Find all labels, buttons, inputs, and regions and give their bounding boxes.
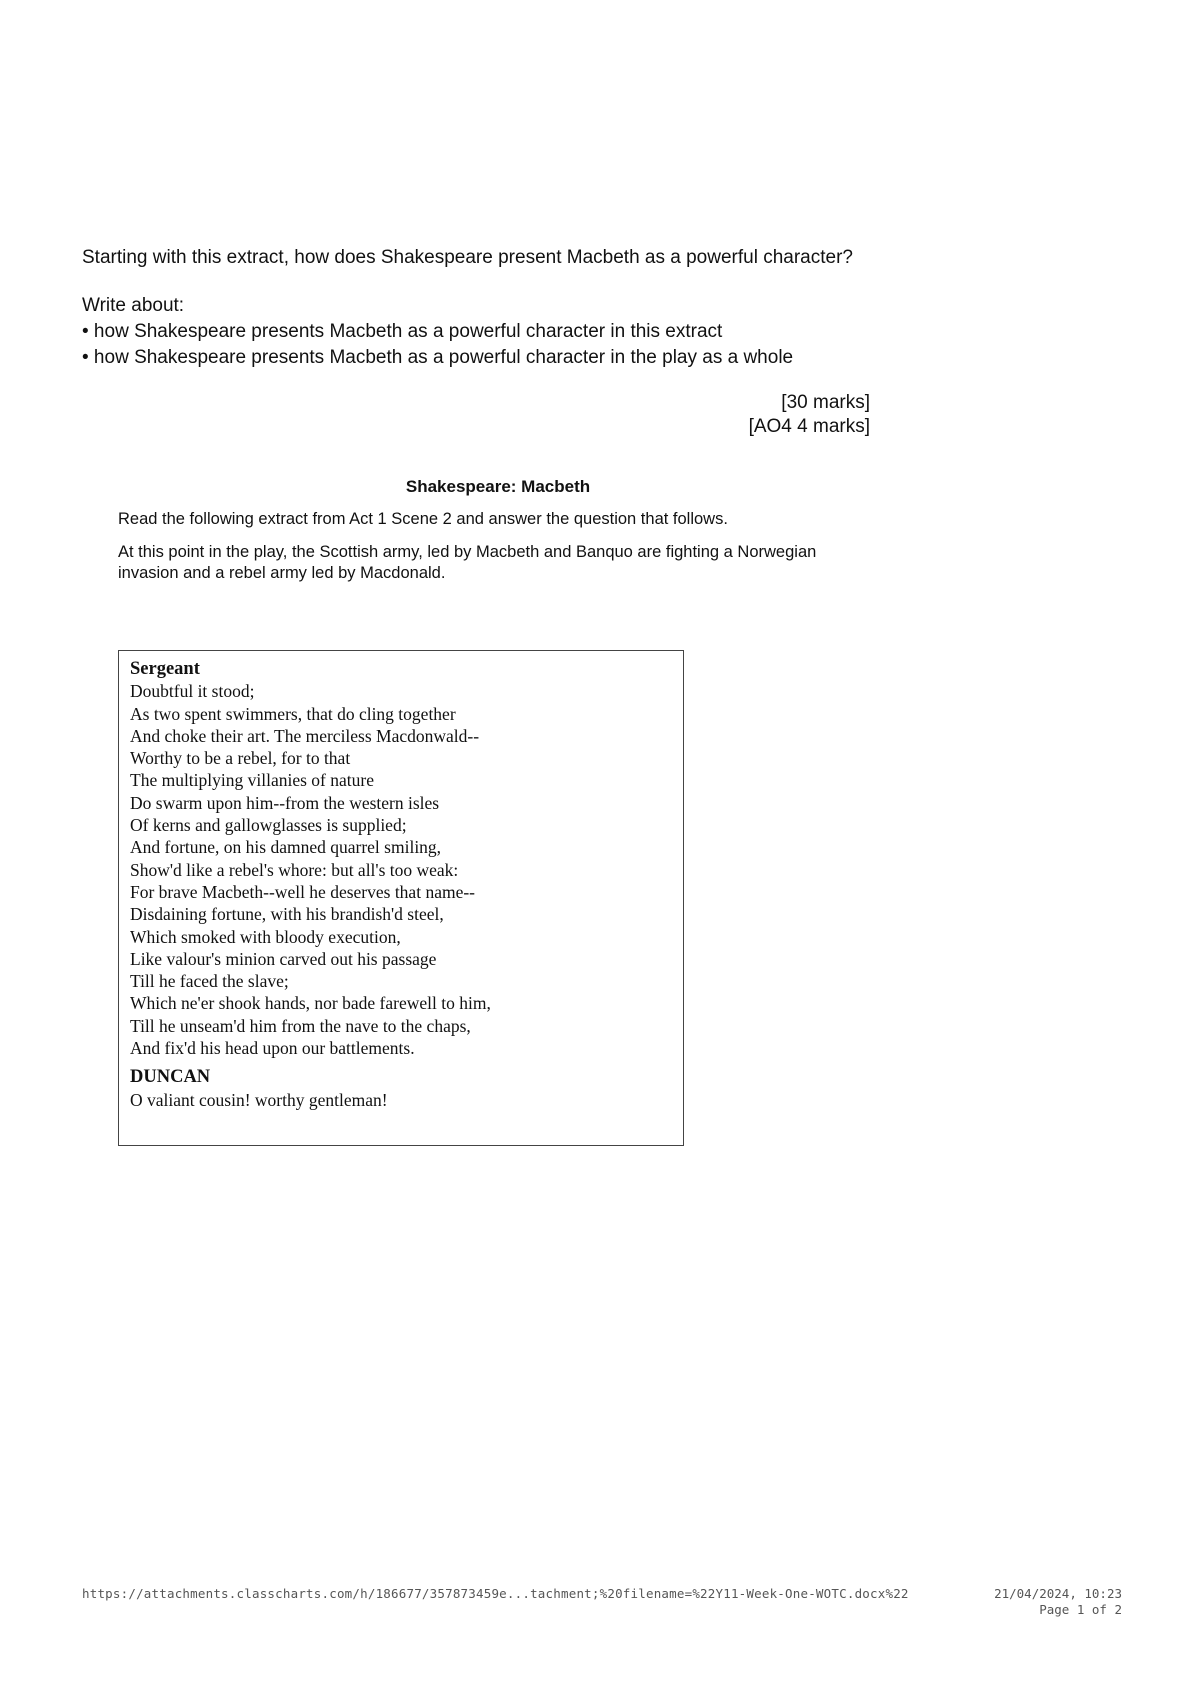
verse-line: Till he faced the slave;	[130, 971, 289, 992]
footer-datetime: 21/04/2024, 10:23	[994, 1586, 1122, 1601]
verse-line: For brave Macbeth--well he deserves that name--	[130, 881, 475, 902]
question-block	[82, 245, 882, 371]
write-about-list	[82, 319, 882, 371]
write-about-label: Write about:	[82, 295, 185, 316]
verse-line: And fix'd his head upon our battlements.	[130, 1038, 415, 1059]
question-prompt: Starting with this extract, how does Shakespeare present Macbeth as a powerful character?	[82, 247, 853, 268]
footer-meta	[994, 1586, 1122, 1618]
extract-context: At this point in the play, the Scottish army, led by Macbeth and Banquo are fighting a Norwegian invasion and a rebel army led by Macdonald.	[118, 543, 817, 582]
ao4-marks: [AO4 4 marks]	[748, 416, 870, 437]
footer-url: https://attachments.classcharts.com/h/186677/357873459e...tachment;%20filename=%22Y11-Week-One-WOTC.docx%22	[82, 1586, 909, 1601]
verse-line: Disdaining fortune, with his brandish'd steel,	[130, 904, 444, 925]
write-about-bullet: • how Shakespeare presents Macbeth as a powerful character in the play as a whole	[82, 347, 794, 368]
verse-line: O valiant cousin! worthy gentleman!	[130, 1089, 388, 1110]
verse-line: Which smoked with bloody execution,	[130, 926, 401, 947]
write-about-bullet: • how Shakespeare presents Macbeth as a powerful character in this extract	[82, 321, 723, 342]
speaker-name: Sergeant	[130, 659, 200, 679]
footer-page-number: Page 1 of 2	[1039, 1602, 1122, 1617]
verse-line: As two spent swimmers, that do cling together	[130, 703, 456, 724]
total-marks: [30 marks]	[781, 392, 870, 413]
verse-line: And choke their art. The merciless Macdonwald--	[130, 725, 480, 746]
verse-line: Doubtful it stood;	[130, 681, 255, 702]
verse-line: Do swarm upon him--from the western isles	[130, 792, 440, 813]
extract-title: Shakespeare: Macbeth	[405, 477, 591, 496]
verse-line: Of kerns and gallowglasses is supplied;	[130, 815, 407, 836]
verse-line: And fortune, on his damned quarrel smiling,	[130, 837, 442, 858]
verse-line: Show'd like a rebel's whore: but all's too weak:	[130, 859, 459, 880]
verse-line: The multiplying villanies of nature	[130, 770, 374, 791]
verse-line: Worthy to be a rebel, for to that	[130, 748, 351, 769]
verse-line: Till he unseam'd him from the nave to the chaps,	[130, 1015, 471, 1036]
extract-instruction: Read the following extract from Act 1 Scene 2 and answer the question that follows.	[118, 510, 728, 528]
speaker-name: DUNCAN	[130, 1067, 211, 1088]
marks-block	[700, 391, 870, 439]
verse-line: Like valour's minion carved out his passage	[130, 948, 437, 969]
extract-intro	[118, 509, 878, 596]
verse-line: Which ne'er shook hands, nor bade farewell to him,	[130, 993, 491, 1014]
extract-box	[118, 650, 684, 1146]
